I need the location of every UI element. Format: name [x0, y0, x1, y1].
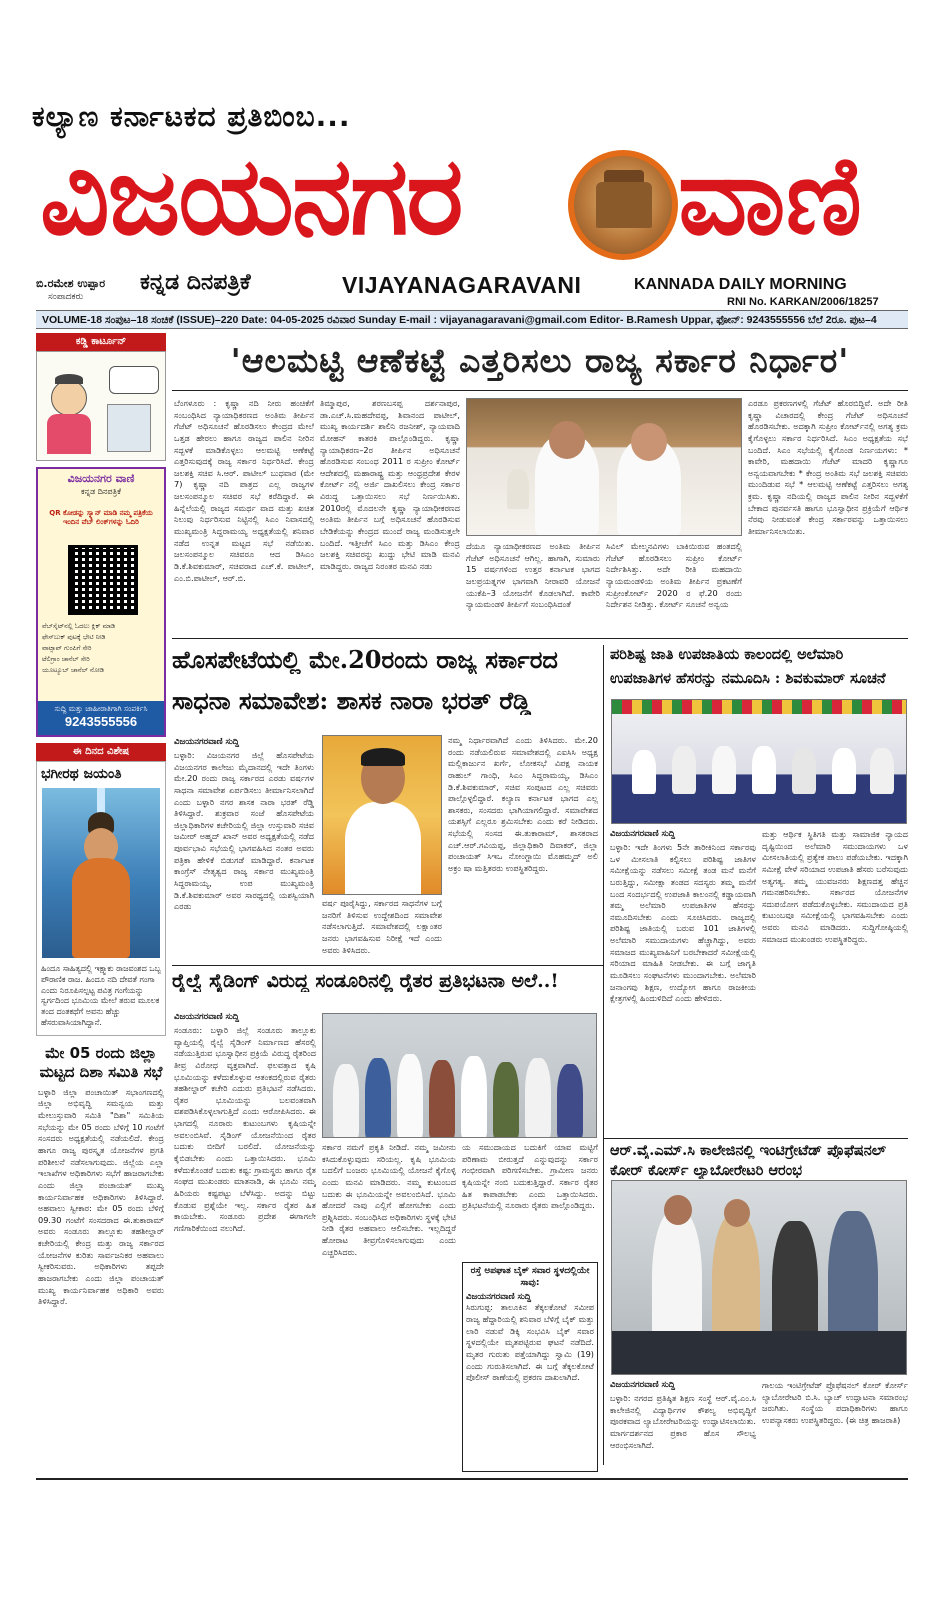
promo-phone-label: ಸುದ್ದಿ ಮತ್ತು ಜಾಹೀರಾತಿಗಾಗಿ ಸಂಪರ್ಕಿಸಿ [54, 704, 148, 713]
issue-info-bar: VOLUME-18 ಸಂಪುಟ–18 ಸಂಚಿಕೆ (ISSUE)–220 Date: 04-05-2025 ರವಿವಾರ Sunday E-mail : vijayanagaravani@gmail.com Editor- B.Ramesh Uppar, ಫೋನ್: 9243555556 ಬೆಲೆ 2ರೂ. ಪುಟ–4 [36, 310, 908, 329]
caste-headline-line2: ಉಪಜಾತಿಗಳ ಹೆಸರನ್ನು ನಮೂದಿಸಿ : ಶಿವಕುಮಾರ್ ಸೂಚನೆ [610, 670, 886, 687]
lead-column-2: ತಿಮ್ಮಾಪುರ, ಶರಣಬಸಪ್ಪ ದರ್ಶನಾಪುರ, ಡಾ.ಎಚ್.ಸಿ.ಮಹದೇವಪ್ಪ, ಶಿವಾನಂದ ಪಾಟೀಲ್, ಮುಖ್ಯ ಕಾರ್ಯದರ್ಶಿ ಶಾಲಿನಿ ರಜನೀಶ್, ನ್ಯಾಯವಾದಿ ಮೋಹನ್ ಕಾತರಕಿ ಪಾಲ್ಗೊಂಡಿದ್ದರು. ಕೃಷ್ಣಾ ನ್ಯಾಯಾಧಿಕರಣ–2ರ ತೀರ್ಪಿನ ಅಧಿಸೂಚನೆ ಹೊರಡಿಸುವ ಸಂಬಂಧ 2011 ರ ಸುಪ್ರೀಂ ಕೋರ್ಟ್ ಆದೇಶದಲ್ಲಿ ಮಹಾರಾಷ್ಟ್ರ ಮತ್ತು ಆಂಧ್ರಪ್ರದೇಶ ಕೇರಳ ಕೋರ್ಟ್ ನಲ್ಲಿ ಅರ್ಜಿ ದಾಖಲಿಸಲು ಕೇಂದ್ರ ಸರ್ಕಾರ ವಿರುದ್ಧ ಒತ್ತಾಯಿಸಲು ಸಭೆ ನಿರ್ಣಯಿಸಿತು. 2010ರಲ್ಲಿ ಮೊದಲನೇ ಕೃಷ್ಣಾ ನ್ಯಾಯಾಧೀಕರಣದ ಅಂತಿಮ ತೀರ್ಪಿನ ಬಗ್ಗೆ ಅಧಿಸೂಚನೆ ಹೊರಡಿಸುವ ಬೇಡಿಕೆಯನ್ನು ಕೇಂದ್ರದ ಮುಂದೆ ರಾಜ್ಯ ಮಂಡಿಸುತ್ತಲೇ ಬಂದಿದೆ. ಇತ್ತೀಚೆಗೆ ಸಿಎಂ ಮತ್ತು ಡಿಸಿಎಂ ಕೇಂದ್ರ ಜಲಶಕ್ತಿ ಸಚಿವರನ್ನು ಖುದ್ದು ಭೇಟಿ ಮಾಡಿ ಮನವಿ ಮಾಡಿದ್ದರು. ರಾಜ್ಯದ ನಿರಂತರ ಮನವಿ ನಡು [320, 398, 460, 571]
disha-meeting-headline: ಮೇ 05 ರಂದು ಜಿಲ್ಲಾ ಮಟ್ಟದ ದಿಶಾ ಸಮಿತಿ ಸಭೆ [39, 1043, 163, 1082]
promo-link[interactable]: ವೆಬ್‌ಸೈಟ್‌ನಲ್ಲಿ ಓದಲು ಕ್ಲಿಕ್ ಮಾಡಿ [42, 622, 116, 630]
accident-byline: ವಿಜಯನಗರವಾಣಿ ಸುದ್ದಿ [466, 1292, 532, 1303]
rni-number: RNI No. KARKAN/2006/18257 [727, 296, 879, 308]
promo-links [42, 621, 162, 676]
day-special-box [36, 761, 166, 1036]
qr-code-icon[interactable] [68, 545, 138, 615]
cartoon-heading: ಕಡ್ಡಿ ಕಾರ್ಟೂನ್ [36, 333, 166, 351]
accident-box [462, 1262, 598, 1472]
promo-phone-box [38, 701, 164, 735]
caste-headline-line1: ಪರಿಶಿಷ್ಟ ಜಾತಿ ಉಪಜಾತಿಯ ಕಾಲಂದಲ್ಲಿ ಅಲೆಮಾರಿ [610, 646, 844, 663]
caste-byline: ವಿಜಯನಗರವಾಣಿ ಸುದ್ದಿ [610, 829, 676, 839]
editor-name: ಬಿ.ರಮೇಶ ಉಪ್ಪಾರ [36, 277, 106, 290]
bhagiratha-image [42, 788, 160, 958]
college-lab-photo [611, 1180, 907, 1375]
promo-phone-number[interactable]: 9243555556 [64, 714, 138, 729]
masthead-tagline: ಕಲ್ಯಾಣ ಕರ್ನಾಟಕದ ಪ್ರತಿಬಿಂಬ... [32, 100, 351, 133]
accident-headline: ರಸ್ತೆ ಅಪಘಾತ ಬೈಕ್ ಸವಾರ ಸ್ಥಳದಲ್ಲಿಯೇ ಸಾವು: [470, 1266, 590, 1288]
press-meet-photo [611, 699, 907, 824]
day-special-heading: ಈ ದಿನದ ವಿಶೇಷ [36, 743, 166, 761]
college-byline: ವಿಜಯನಗರವಾಣಿ ಸುದ್ದಿ [610, 1380, 676, 1390]
paper-name-english: VIJAYANAGARAVANI [342, 272, 582, 298]
hospet-headline-line1: ಹೊಸಪೇಟೆಯಲ್ಲಿ ಮೇ.20ರಂದು ರಾಜ್ಯ ಸರ್ಕಾರದ [172, 645, 558, 674]
college-headline-line1: ಆರ್.ವೈ.ಎಮ್.ಸಿ ಕಾಲೇಜಿನಲ್ಲಿ ಇಂಟಿಗ್ರೇಟೆಡ್ ಪ್ರೊಫೆಷನಲ್ [610, 1142, 886, 1159]
promo-qr-text: QR ಕೋಡನ್ನು ಸ್ಕ್ಯಾನ್ ಮಾಡಿ ನಮ್ಮ ಪತ್ರಿಕೆಯ ಇಂದಿನ ವೆಬ್ ಲಿಂಕ್‌ಗಳನ್ನು ಓದಿರಿ [49, 509, 153, 526]
sandur-column-1: ಸಂಡೂರು: ಬಳ್ಳಾರಿ ಜಿಲ್ಲೆ ಸಂಡೂರು ತಾಲ್ಲೂಕು ವ್ಯಾಪ್ತಿಯಲ್ಲಿ ರೈಲ್ವೆ ಸೈಡಿಂಗ್ ನಿರ್ಮಾಣದ ಹೆಸರಲ್ಲಿ ನಡೆಯುತ್ತಿರುವ ಭೂಸ್ವಾಧೀನ ಪ್ರಕ್ರಿಯೆ ವಿರುದ್ಧ ರೈತರಿಂದ ತೀವ್ರ ವಿರೋಧ ವ್ಯಕ್ತವಾಗಿದೆ. ಫಲವತ್ತಾದ ಕೃಷಿ ಭೂಮಿಯನ್ನು ಕಳೆದುಕೊಳ್ಳುವ ಆತಂಕದಲ್ಲಿರುವ ರೈತರು ತಹಶೀಲ್ದಾರ್ ಕಚೇರಿ ಎದುರು ಪ್ರತಿಭಟನೆ ನಡೆಸಿದರು. ರೈತರ ಭೂಮಿಯನ್ನು ಬಲವಂತವಾಗಿ ವಶಪಡಿಸಿಕೊಳ್ಳಲಾಗುತ್ತಿದೆ ಎಂದು ಆರೋಪಿಸಿದರು. ಈ ಭಾಗದಲ್ಲಿ ನೂರಾರು ಕುಟುಂಬಗಳು ಕೃಷಿಯನ್ನೇ ಅವಲಂಬಿಸಿವೆ. ಸೈಡಿಂಗ್ ಯೋಜನೆಯಿಂದ ರೈತರ ಬದುಕು ಬೀದಿಗೆ ಬರಲಿದೆ. ಯೋಜನೆಯನ್ನು ಕೈಬಿಡಬೇಕು ಎಂದು ಒತ್ತಾಯಿಸಿದರು. ಭೂಮಿ ಕಳೆದುಕೊಂಡರೆ ಬದುಕು ಕಷ್ಟ: ಗ್ರಾಮಸ್ಥರು ಹಾಗೂ ರೈತ ಸಂಘದ ಮುಖಂಡರು ಮಾತನಾಡಿ, ಈ ಭೂಮಿ ನಮ್ಮ ಹಿರಿಯರು ಕಷ್ಟಪಟ್ಟು ಬೆಳೆಸಿದ್ದು. ಅದನ್ನು ಬಿಟ್ಟು ಕೊಡುವ ಪ್ರಶ್ನೆಯೇ ಇಲ್ಲ. ಸರ್ಕಾರ ರೈತರ ಹಿತ ಕಾಯಬೇಕು. ಸಂಡೂರು ಪ್ರದೇಶ ಈಗಾಗಲೇ ಗಣಿಗಾರಿಕೆಯಿಂದ ನಲುಗಿದೆ. [174, 1025, 316, 1233]
college-column-1: ಬಳ್ಳಾರಿ: ನಗರದ ಪ್ರತಿಷ್ಠಿತ ಶಿಕ್ಷಣ ಸಂಸ್ಥೆ ಆರ್.ವೈ.ಎಂ.ಸಿ ಕಾಲೇಜಿನಲ್ಲಿ ವಿದ್ಯಾರ್ಥಿಗಳ ಕೌಶಲ್ಯ ಅಭಿವೃದ್ಧಿಗೆ ಪೂರಕವಾದ ಲ್ಯಾಬೋರೇಟರಿಯನ್ನು ಉದ್ಘಾಟಿಸಲಾಯಿತು. ಮಾರ್ಗದರ್ಶನದ ಪ್ರಕಾರ ಹೊಸ ಸೌಲಭ್ಯ ಆರಂಭಿಸಲಾಗಿದೆ. [610, 1393, 756, 1450]
daily-morning-label: KANNADA DAILY MORNING [634, 276, 847, 293]
lead-column-1: ಬೆಂಗಳೂರು : ಕೃಷ್ಣಾ ನದಿ ನೀರು ಹಂಚಿಕೆಗೆ ಸಂಬಂಧಿಸಿದ ನ್ಯಾಯಾಧಿಕರಣದ ಅಂತಿಮ ತೀರ್ಪಿನ ಗೆಜೆಟ್ ಅಧಿಸೂಚನೆ ಹೊರಡಿಸಲು ಕೇಂದ್ರದ ಮೇಲೆ ಒತ್ತಡ ಹೇರಲು ಹಾಗೂ ರಾಜ್ಯದ ಪಾಲಿನ ನೀರಿನ ಸದ್ಬಳಕೆ ಮಾಡಿಕೊಳ್ಳಲು ಆಲಮಟ್ಟಿ ಆಣೆಕಟ್ಟೆ ಎತ್ತರಿಸುವುದಕ್ಕೆ ರಾಜ್ಯ ಸರ್ಕಾರ ನಿರ್ಧರಿಸಿದೆ. ಕೇಂದ್ರ ಜಲಶಕ್ತಿ ಸಚಿವ ಸಿ.ಆರ್. ಪಾಟೀಲ್ ಬುಧವಾರ (ಮೇ 7) ಕೃಷ್ಣಾ ನದಿ ಪಾತ್ರದ ಎಲ್ಲ ರಾಜ್ಯಗಳ ಜಲಸಂಪನ್ಮೂಲ ಸಚಿವರ ಸಭೆ ಕರೆದಿದ್ದಾರೆ. ಈ ಹಿನ್ನೆಲೆಯಲ್ಲಿ ರಾಜ್ಯದ ಸಮರ್ಥ ವಾದ ಮತ್ತು ಖಚಿತ ನಿಲುವು ನಿರ್ಧರಿಸುವ ನಿಟ್ಟಿನಲ್ಲಿ ಸಿಎಂ ನಿವಾಸದಲ್ಲಿ ಮುಖ್ಯಮಂತ್ರಿ ಸಿದ್ದರಾಮಯ್ಯ ಅಧ್ಯಕ್ಷತೆಯಲ್ಲಿ ಶನಿವಾರ ನಡೆದ ಉನ್ನತ ಮಟ್ಟದ ಸಭೆ ನಡೆಯಿತು. ಜಲಸಂಪನ್ಮೂಲ ಸಚಿವರೂ ಆದ ಡಿಸಿಎಂ ಡಿ.ಕೆ.ಶಿವಕುಮಾರ್, ಸಚಿವರಾದ ಎಚ್.ಕೆ. ಪಾಟೀಲ್, ಎಂ.ಬಿ.ಪಾಟೀಲ್, ಆರ್.ಬಿ. [174, 398, 314, 583]
promo-title: ವಿಜಯನಗರ ವಾಣಿ [67, 472, 135, 485]
hospet-column-2: ವರ್ಷ ಪೂರೈಸಿದ್ದು, ಸರ್ಕಾರದ ಸಾಧನೆಗಳ ಬಗ್ಗೆ ಜನರಿಗೆ ತಿಳಿಸುವ ಉದ್ದೇಶದಿಂದ ಸಮಾವೇಶ ನಡೆಸಲಾಗುತ್ತಿದೆ. ಸಮಾವೇಶದಲ್ಲಿ ಲಕ್ಷಾಂತರ ಜನರು ಭಾಗವಹಿಸುವ ನಿರೀಕ್ಷೆ ಇದೆ ಎಂದು ಅವರು ತಿಳಿಸಿದರು. [322, 898, 442, 955]
masthead-title-left: ವಿಜಯನಗರ [40, 133, 462, 259]
lead-photo [466, 398, 742, 536]
sandur-headline: ರೈಲ್ವೆ ಸೈಡಿಂಗ್ ವಿರುದ್ಧ ಸಂಡೂರಿನಲ್ಲಿ ರೈತರ ಪ್ರತಿಭಟನಾ ಅಲೆ..! [172, 970, 559, 992]
farmers-protest-photo [322, 1013, 597, 1138]
lead-column-5: ಎರಡೂ ಪ್ರಕರಣಗಳಲ್ಲಿ ಗೆಜೆಟ್ ಹೊರಬಿದ್ದಿವೆ. ಅದೇ ರೀತಿ ಕೃಷ್ಣಾ ವಿಚಾರದಲ್ಲಿ ಕೇಂದ್ರ ಗೆಜೆಟ್ ಅಧಿಸೂಚನೆ ಹೊರಡಿಸಬೇಕು. ಅದಕ್ಕಾಗಿ ಸುಪ್ರೀಂ ಕೋರ್ಟ್‌ನಲ್ಲಿ ಅಗತ್ಯ ಕ್ರಮ ಕೈಗೊಳ್ಳಲು ಸರ್ಕಾರ ನಿರ್ಧರಿಸಿದೆ. ಸಿಎಂ ಅಧ್ಯಕ್ಷತೆಯ ಸಭೆ ಬಂದಿದೆ. ಸಿಎಂ ಸಭೆಯಲ್ಲಿ ಕೈಗೊಂಡ ನಿರ್ಣಯಗಳು: * ಕಾವೇರಿ, ಮಹದಾಯಿ ಗೆಜೆಟ್ ಮಾದರಿ ಕೃಷ್ಣಾಗೂ ಅನ್ವಯವಾಗಬೇಕು * ಕೇಂದ್ರ ಅಂತಿಮ ಸಭೆ ಜಲಶಕ್ತಿ ಸಚಿವರು ಮುಂದಿಡುವ ಸಭೆ * ಆಲಮಟ್ಟಿ ಆಣೆಕಟ್ಟೆ ಎತ್ತರಿಸಲು ಅಗತ್ಯ ಕ್ರಮ. ಕೃಷ್ಣಾ ನದಿಯಲ್ಲಿ ರಾಜ್ಯದ ಪಾಲಿನ ನೀರಿನ ಸದ್ಬಳಕೆಗೆ ಬೇಕಾದ ಪುನರ್ವಸತಿ ಹಾಗೂ ಭೂಸ್ವಾಧೀನ ಪ್ರಕ್ರಿಯೆಗೆ ಆರ್ಥಿಕ ನೆರವು ನೀಡುವಂತೆ ಕೇಂದ್ರ ಸರ್ಕಾರವನ್ನು ಒತ್ತಾಯಿಸಲು ತೀರ್ಮಾನಿಸಲಾಯಿತು. [748, 398, 908, 537]
subscription-promo [36, 467, 166, 737]
hospet-byline: ವಿಜಯನಗರವಾಣಿ ಸುದ್ದಿ [174, 737, 240, 747]
hospet-column-1: ಬಳ್ಳಾರಿ: ವಿಜಯನಗರ ಜಿಲ್ಲೆ ಹೊಸಪೇಟೆಯ ವಿಜಯನಗರ ಕಾಲೇಜು ಮೈದಾನದಲ್ಲಿ ಇದೇ ತಿಂಗಳು ಮೇ.20 ರಂದು ರಾಜ್ಯ ಸರ್ಕಾರದ ಎರಡು ವರ್ಷಗಳ ಸಾಧನಾ ಸಮಾವೇಶ ಏರ್ಪಡಿಸಲು ತೀರ್ಮಾನಿಸಲಾಗಿದೆ ಎಂದು ಬಳ್ಳಾರಿ ನಗರ ಶಾಸಕ ನಾರಾ ಭರತ್ ರೆಡ್ಡಿ ತಿಳಿಸಿದ್ದಾರೆ. ಶುಕ್ರವಾರ ಸಂಜೆ ಹೊಸಪೇಟೆಯ ಜಿಲ್ಲಾಧಿಕಾರಿಗಳ ಕಚೇರಿಯಲ್ಲಿ ಜಿಲ್ಲಾ ಉಸ್ತುವಾರಿ ಸಚಿವ ಜಮೀರ್ ಅಹ್ಮದ್ ಖಾನ್ ಅವರ ಅಧ್ಯಕ್ಷತೆಯಲ್ಲಿ ನಡೆದ ಪೂರ್ವಭಾವಿ ಸಭೆಯಲ್ಲಿ ಭಾಗವಹಿಸಿದ ನಂತರ ಅವರು ಪತ್ರಿಕಾ ಹೇಳಿಕೆ ಬಿಡುಗಡೆ ಮಾಡಿದ್ದಾರೆ. ಕರ್ನಾಟಕ ಕಾಂಗ್ರೆಸ್ ನೇತೃತ್ವದ ರಾಜ್ಯ ಸರ್ಕಾರ ಮುಖ್ಯಮಂತ್ರಿ ಸಿದ್ದರಾಮಯ್ಯ, ಉಪ ಮುಖ್ಯಮಂತ್ರಿ ಡಿ.ಕೆ.ಶಿವಕುಮಾರ್ ಅವರ ಸಾರಥ್ಯದಲ್ಲಿ ಯಶಸ್ವಿಯಾಗಿ ಎರಡು [174, 750, 314, 912]
caste-column-1: ಬಳ್ಳಾರಿ: ಇದೇ ತಿಂಗಳು 5ನೇ ತಾರೀಕಿನಿಂದ ಸರ್ಕಾರವು ಒಳ ಮೀಸಲಾತಿ ಕಲ್ಪಿಸಲು ಪರಿಶಿಷ್ಟ ಜಾತಿಗಳ ಸಮೀಕ್ಷೆಯನ್ನು ನಡೆಸಲು ಸಮೀಕ್ಷೆ ತಂಡ ಮನೆ ಮನೆಗೆ ಬರುತ್ತಿದ್ದು, ಸಮೀಕ್ಷಾ ತಂಡದ ಸದಸ್ಯರು ತಮ್ಮ ಮನೆಗೆ ಬಂದ ಸಂದರ್ಭದಲ್ಲಿ ಉಪಜಾತಿ ಕಾಲಂನಲ್ಲಿ ಕಡ್ಡಾಯವಾಗಿ ತಮ್ಮ ಅಲೆಮಾರಿ ಉಪಜಾತಿಗಳ ಹೆಸರನ್ನು ನಮೂದಿಸಬೇಕು ಎಂದು ಸೂಚಿಸಿದರು. ರಾಜ್ಯದಲ್ಲಿ ಪರಿಶಿಷ್ಟ ಜಾತಿಯಲ್ಲಿ ಬರುವ 101 ಜಾತಿಗಳಲ್ಲಿ ಅಲೆಮಾರಿ ಸಮುದಾಯಗಳು ಹೆಚ್ಚಾಗಿದ್ದು, ಅವರು ಸಮಾಜದ ಮುಖ್ಯವಾಹಿನಿಗೆ ಬರಬೇಕಾದರೆ ಸಮೀಕ್ಷೆಯಲ್ಲಿ ಸರಿಯಾದ ಮಾಹಿತಿ ನೀಡಬೇಕು. ಈ ಬಗ್ಗೆ ಜಾಗೃತಿ ಮೂಡಿಸಲು ಸಂಘಟನೆಗಳು ಮುಂದಾಗಬೇಕು. ಅಲೆಮಾರಿ ಜನಾಂಗವು ಶಿಕ್ಷಣ, ಉದ್ಯೋಗ ಹಾಗೂ ರಾಜಕೀಯ ಕ್ಷೇತ್ರಗಳಲ್ಲಿ ಹಿಂದುಳಿದಿದೆ ಎಂದು ಹೇಳಿದರು. [610, 842, 756, 1004]
promo-link[interactable]: ವಾಟ್ಸಾಪ್ ಗುಂಪಿಗೆ ಸೇರಿ [42, 644, 92, 653]
hospet-column-3: ನಮ್ಮ ನಿರ್ಧಾರವಾಗಿದೆ ಎಂದು ತಿಳಿಸಿದರು. ಮೇ.20 ರಂದು ನಡೆಯಲಿರುವ ಸಮಾವೇಶದಲ್ಲಿ ಎಐಸಿಸಿ ಅಧ್ಯಕ್ಷ ಮಲ್ಲಿಕಾರ್ಜುನ ಖರ್ಗೆ, ಲೋಕಸಭೆ ವಿಪಕ್ಷ ನಾಯಕ ರಾಹುಲ್ ಗಾಂಧಿ, ಸಿಎಂ ಸಿದ್ದರಾಮಯ್ಯ, ಡಿಸಿಎಂ ಡಿ.ಕೆ.ಶಿವಕುಮಾರ್, ಸಚಿವ ಸಂಪುಟದ ಎಲ್ಲ ಸಚಿವರು ಪಾಲ್ಗೊಳ್ಳಲಿದ್ದಾರೆ. ಕಲ್ಯಾಣ ಕರ್ನಾಟಕ ಭಾಗದ ಎಲ್ಲ ಶಾಸಕರು, ಸಂಸದರು ಭಾಗಿಯಾಗಲಿದ್ದಾರೆ. ಸಮಾವೇಶದ ಯಶಸ್ಸಿಗೆ ಎಲ್ಲರೂ ಶ್ರಮಿಸಬೇಕು ಎಂದು ಕರೆ ನೀಡಿದರು. ಸಭೆಯಲ್ಲಿ ಸಂಸದ ಈ.ತುಕಾರಾಮ್, ಶಾಸಕರಾದ ಎಚ್.ಆರ್.ಗವಿಯಪ್ಪ, ಜಿಲ್ಲಾಧಿಕಾರಿ ದಿವಾಕರ್, ಜಿಲ್ಲಾ ಪಂಚಾಯತ್ ಸಿಇಒ ನೋಂಗ್ಜಾಯಿ ಮೊಹಮ್ಮದ್ ಅಲಿ ಅಕ್ರಂ ಷಾ ಮತ್ತಿತರರು ಉಪಸ್ಥಿತರಿದ್ದರು. [448, 735, 598, 874]
promo-link[interactable]: ಟೆಲಿಗ್ರಾಂ ಚಾನೆಲ್ ಸೇರಿ [42, 655, 90, 664]
cartoon-image [36, 351, 166, 461]
kannada-daily-label: ಕನ್ನಡ ದಿನಪತ್ರಿಕೆ [140, 270, 251, 295]
lead-column-3: ದೆಯೂ ನ್ಯಾಯಾಧೀಕರಣದ ಅಂತಿಮ ತೀರ್ಪಿನ ಗೆಜೆಟ್ ಅಧಿಸೂಚನೆ ಆಗಿಲ್ಲ. ಹಾಗಾಗಿ, ಸುಮಾರು 15 ವರ್ಷಗಳಿಂದ ಉತ್ತರ ಕರ್ನಾಟಕ ಭಾಗದ ಜಲಪ್ರಯತ್ನಗಳ ಭಾಗವಾಗಿ ನೀರಾವರಿ ಯೋಜನೆ ಯುಕೆಪಿ–3 ಯೋಜನೆಗೆ ಕೊಡಲಾಗಿದೆ. ಕಾವೇರಿ ನ್ಯಾಯಮಂಡಳಿ ತೀರ್ಪಿಗೆ ಸಂಬಂಧಿಸಿದಂತೆ [466, 541, 600, 610]
promo-subtitle: ಕನ್ನಡ ದಿನಪತ್ರಿಕೆ [80, 487, 121, 496]
editor-role: ಸಂಪಾದಕರು [48, 292, 84, 302]
mla-portrait [322, 735, 442, 895]
left-sidebar [36, 333, 166, 1478]
lead-column-4: ಸಿವಿಲ್ ಮೇಲ್ಮನವಿಗಳು ಬಾಕಿಯಿರುವ ಹಂತದಲ್ಲಿ ಗೆಜೆಟ್ ಹೊರಡಿಸಲು ಸುಪ್ರೀಂ ಕೋರ್ಟ್ ನಿರ್ದೇಶಿಸಿತ್ತು. ಅದೇ ರೀತಿ ಮಹದಾಯಿ ನ್ಯಾಯಮಂಡಳಿಯ ಅಂತಿಮ ತೀರ್ಪಿನ ಪ್ರಕಟಣೆಗೆ ಸುಪ್ರೀಂಕೋರ್ಟ್ 2020 ರ ಫೆ.20 ರಂದು ನಿರ್ದೇಶನ ನೀಡಿತ್ತು. ಕೋರ್ಟ್ ಸೂಚನೆ ಅನ್ವಯ [606, 541, 742, 610]
promo-link[interactable]: ಫೇಸ್‌ಬುಕ್ ಪುಟಕ್ಕೆ ಭೇಟಿ ನೀಡಿ [42, 633, 106, 642]
day-special-text: ಹಿಂದೂ ಸಾಹಿತ್ಯದಲ್ಲಿ ಇಕ್ಷ್ವಾಕು ರಾಜವಂಶದ ಒಬ್ಬ ಪೌರಾಣಿಕ ರಾಜ. ಹಿಂದೂ ನದಿ ದೇವತೆ ಗಂಗಾ ಎಂದು ನಿರೂಪಿಸಲ್ಪಟ್ಟ ಪವಿತ್ರ ಗಂಗೆಯನ್ನು ಸ್ವರ್ಗದಿಂದ ಭೂಮಿಯ ಮೇಲೆ ತರುವ ಮೂಲಕ ತಂದ ದಂತಕಥೆಗೆ ಅವನು ಹೆಚ್ಚು ಹೆಸರುವಾಸಿಯಾಗಿದ್ದಾನೆ. [41, 964, 161, 1027]
hospet-headline-line2: ಸಾಧನಾ ಸಮಾವೇಶ: ಶಾಸಕ ನಾರಾ ಭರತ್ ರೆಡ್ಡಿ [172, 686, 531, 715]
accident-text: ಸಿರುಗುಪ್ಪ: ತಾಲೂಕಿನ ತೆಕ್ಕಲಕೋಟೆ ಸಮೀಪ ರಾಜ್ಯ ಹೆದ್ದಾರಿಯಲ್ಲಿ ಶನಿವಾರ ಬೆಳಿಗ್ಗೆ ಬೈಕ್ ಮತ್ತು ಲಾರಿ ನಡುವೆ ಡಿಕ್ಕಿ ಸಂಭವಿಸಿ ಬೈಕ್ ಸವಾರ ಸ್ಥಳದಲ್ಲಿಯೇ ಮೃತಪಟ್ಟಿರುವ ಘಟನೆ ನಡೆದಿದೆ. ಮೃತರ ಗುರುತು ಪತ್ತೆಯಾಗಿದ್ದು ಸ್ವಾಮಿ (19) ಎಂದು ಗುರುತಿಸಲಾಗಿದೆ. ಈ ಬಗ್ಗೆ ತೆಕ್ಕಲಕೋಟೆ ಪೊಲೀಸ್ ಠಾಣೆಯಲ್ಲಿ ಪ್ರಕರಣ ದಾಖಲಾಗಿದೆ. [466, 1302, 594, 1383]
disha-meeting-text: ಬಳ್ಳಾರಿ ಜಿಲ್ಲಾ ಪಂಚಾಯಿತ್ ಸಭಾಂಗಣದಲ್ಲಿ ಜಿಲ್ಲಾ ಅಭಿವೃದ್ಧಿ ಸಮನ್ವಯ ಮತ್ತು ಮೇಲುಸ್ತುವಾರಿ ಸಮಿತಿ "ದಿಶಾ" ಸಮಿತಿಯ ಸಭೆಯನ್ನು ಮೇ 05 ರಂದು ಬೆಳಿಗ್ಗೆ 10 ಗಂಟೆಗೆ ಸಂಸದರು ಅಧ್ಯಕ್ಷತೆಯಲ್ಲಿ ನಡೆಯಲಿದೆ. ಕೇಂದ್ರ ಹಾಗೂ ರಾಜ್ಯ ಪುರಸ್ಕೃತ ಯೋಜನೆಗಳ ಪ್ರಗತಿ ಪರಿಶೀಲನೆ ನಡೆಸಲಾಗುವುದು. ಜಿಲ್ಲೆಯ ಎಲ್ಲಾ ಇಲಾಖೆಗಳ ಅಧಿಕಾರಿಗಳು ಸಭೆಗೆ ಹಾಜರಾಗಬೇಕು ಎಂದು ಜಿಲ್ಲಾ ಪಂಚಾಯತ್ ಮುಖ್ಯ ಕಾರ್ಯನಿರ್ವಾಹಕ ಅಧಿಕಾರಿಗಳು ತಿಳಿಸಿದ್ದಾರೆ. ಅಹವಾಲು ಸ್ವೀಕಾರ: ಮೇ 05 ರಂದು ಬೆಳಿಗ್ಗೆ 09.30 ಗಂಟೆಗೆ ಸಂಸದರಾದ ಈ.ತುಕಾರಾಮ್ ಅವರು ಸಂಡೂರು ತಾಲ್ಲೂಕು ತಹಶೀಲ್ದಾರ್ ಕಚೇರಿಯಲ್ಲಿ ಕೇಂದ್ರ ಮತ್ತು ರಾಜ್ಯ ಸರ್ಕಾರದ ಯೋಜನೆಗಳ ಕುರಿತು ಸಾರ್ವಜನಿಕರ ಅಹವಾಲು ಸ್ವೀಕರಿಸುವರು. ಅಧಿಕಾರಿಗಳು ತಪ್ಪದೇ ಹಾಜರಾಗಬೇಕು ಎಂದು ಜಿಲ್ಲಾ ಪಂಚಾಯತ್ ಮುಖ್ಯ ಕಾರ್ಯನಿರ್ವಾಹಕ ಅಧಿಕಾರಿ ಅವರು ತಿಳಿಸಿದ್ದಾರೆ. [38, 1086, 164, 1307]
college-column-2: ಗಾಲಯ ಇಂಟಿಗ್ರೇಟೆಡ್ ಪ್ರೊಫೆಷನಲ್ ಕೋರ್ ಕೋರ್ಸ್ ಲ್ಯಾಬೋರೇಟರಿ ಬಿ.ಸಿ. ಬ್ಯಾಚ್ ಉದ್ಘಾಟನಾ ಸಮಾರಂಭ ಜರುಗಿತು. ಸಂಸ್ಥೆಯ ಪದಾಧಿಕಾರಿಗಳು ಹಾಗೂ ಉಪನ್ಯಾಸಕರು ಉಪಸ್ಥಿತರಿದ್ದರು. (ಈ ಚಿತ್ರ ಹಾಜರಾತಿ) [762, 1380, 908, 1425]
temple-chariot-logo [568, 150, 678, 260]
footer-rule [36, 1478, 908, 1480]
sandur-column-3: ಯ ಸಮುದಾಯದ ಬದುಕಿಗೆ ಯಾವ ಮಟ್ಟಿಗೆ ಪರಿಣಾಮ ಬೀರುತ್ತದೆ ಎನ್ನುವುದನ್ನು ಸರ್ಕಾರ ಗಂಭೀರವಾಗಿ ಪರಿಗಣಿಸಬೇಕು. ಗ್ರಾಮೀಣ ಜನರು ಕೃಷಿಯನ್ನೇ ನಂಬಿ ಬದುಕುತ್ತಿದ್ದಾರೆ. ಸರ್ಕಾರ ರೈತರ ಹಿತ ಕಾಪಾಡಬೇಕು ಎಂದು ಒತ್ತಾಯಿಸಿದರು. ಪ್ರತಿಭಟನೆಯಲ್ಲಿ ನೂರಾರು ರೈತರು ಪಾಲ್ಗೊಂಡಿದ್ದರು. [462, 1142, 598, 1211]
caste-column-2: ಮತ್ತು ಆರ್ಥಿಕ ಸ್ಥಿತಿಗತಿ ಮತ್ತು ಸಾಮಾಜಿಕ ನ್ಯಾಯದ ದೃಷ್ಟಿಯಿಂದ ಅಲೆಮಾರಿ ಸಮುದಾಯಗಳು ಒಳ ಮೀಸಲಾತಿಯಲ್ಲಿ ಪ್ರತ್ಯೇಕ ಪಾಲು ಪಡೆಯಬೇಕು. ಇದಕ್ಕಾಗಿ ಸಮೀಕ್ಷೆ ವೇಳೆ ಸರಿಯಾದ ಉಪಜಾತಿ ಹೆಸರು ಬರೆಸುವುದು ಅತ್ಯಗತ್ಯ. ತಮ್ಮ ಯುವಜನರು ಶಿಕ್ಷಣದತ್ತ ಹೆಚ್ಚಿನ ಗಮನಹರಿಸಬೇಕು. ಸರ್ಕಾರದ ಯೋಜನೆಗಳ ಸದುಪಯೋಗ ಪಡೆದುಕೊಳ್ಳಬೇಕು. ಸಮುದಾಯದ ಪ್ರತಿ ಕುಟುಂಬವೂ ಸಮೀಕ್ಷೆಯಲ್ಲಿ ಭಾಗವಹಿಸಬೇಕು ಎಂದು ಅವರು ಮನವಿ ಮಾಡಿದರು. ಸುದ್ದಿಗೋಷ್ಠಿಯಲ್ಲಿ ಸಮಾಜದ ಮುಖಂಡರು ಉಪಸ್ಥಿತರಿದ್ದರು. [762, 829, 908, 944]
masthead-title-right: ವಾಣಿ [678, 133, 862, 259]
promo-link[interactable]: ಯೂಟ್ಯೂಬ್ ಚಾನೆಲ್ ನೋಡಿ [42, 666, 104, 675]
day-special-title: ಭಗೀರಥ ಜಯಂತಿ [41, 766, 122, 782]
sandur-column-2: ಸರ್ಕಾರ ನಮಗೆ ಪ್ರಕೃತಿ ನೀಡಿದೆ. ನಮ್ಮ ಜಮೀನು ಕಸಿದುಕೊಳ್ಳುವುದು ಸರಿಯಲ್ಲ. ಕೃಷಿ ಭೂಮಿಯ ಬದಲಿಗೆ ಬಂಜರು ಭೂಮಿಯಲ್ಲಿ ಯೋಜನೆ ಕೈಗೊಳ್ಳಿ ಎಂದು ಮನವಿ ಮಾಡಿದರು. ನಮ್ಮ ಕುಟುಂಬದ ಬದುಕು ಈ ಭೂಮಿಯನ್ನೇ ಅವಲಂಬಿಸಿದೆ. ಭೂಮಿ ಹೋದರೆ ನಾವು ಎಲ್ಲಿಗೆ ಹೋಗಬೇಕು ಎಂದು ಪ್ರಶ್ನಿಸಿದರು. ಸಂಬಂಧಿಸಿದ ಅಧಿಕಾರಿಗಳು ಸ್ಥಳಕ್ಕೆ ಭೇಟಿ ನೀಡಿ ರೈತರ ಅಹವಾಲು ಆಲಿಸಬೇಕು. ಇಲ್ಲದಿದ್ದರೆ ಹೋರಾಟ ತೀವ್ರಗೊಳಿಸಲಾಗುವುದು ಎಂದು ಎಚ್ಚರಿಸಿದರು. [322, 1142, 456, 1257]
lead-headline: 'ಆಲಮಟ್ಟಿ ಆಣೆಕಟ್ಟೆ ಎತ್ತರಿಸಲು ರಾಜ್ಯ ಸರ್ಕಾರ ನಿರ್ಧಾರ' [172, 333, 908, 391]
college-headline-line2: ಕೋರ್ ಕೋರ್ಸ್ ಲ್ಯಾಬೋರೇಟರಿ ಆರಂಭ [610, 1162, 803, 1179]
sandur-byline: ವಿಜಯನಗರವಾಣಿ ಸುದ್ದಿ [174, 1012, 240, 1022]
